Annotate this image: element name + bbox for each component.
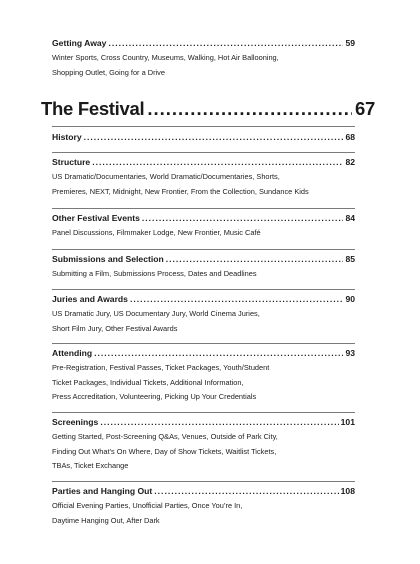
subtopic-line: Official Evening Parties, Unofficial Parties, Once You’re In,: [52, 501, 243, 510]
subtopic-line: Submitting a Film, Submissions Process, Dates and Deadlines: [52, 269, 257, 278]
toc-entry-subtopics: [52, 361, 362, 405]
toc-entry-other-festival-events: [52, 213, 355, 223]
toc-entry-subtopics: [52, 499, 362, 528]
toc-entry-attending: [52, 348, 355, 358]
toc-entry-getting-away: [52, 38, 355, 48]
toc-entry-page: 82: [345, 157, 355, 167]
dot-leader: [166, 254, 344, 264]
divider: [52, 289, 355, 290]
toc-entry-structure: [52, 157, 355, 167]
toc-entry-page: 90: [345, 294, 355, 304]
dot-leader: [154, 486, 338, 496]
subtopic-line: TBAs, Ticket Exchange: [52, 461, 129, 471]
toc-entry-page: 85: [345, 254, 355, 264]
toc-entry-subtopics: [52, 430, 362, 474]
dot-leader: [108, 38, 343, 48]
toc-entry-juries-and-awards: [52, 294, 355, 304]
dot-leader: [84, 132, 344, 142]
toc-entry-title: Structure: [52, 157, 91, 167]
toc-entry-subtopics: [52, 170, 362, 199]
toc-entry-title: History: [52, 132, 82, 142]
toc-entry-title: Screenings: [52, 417, 99, 427]
divider: [52, 249, 355, 250]
toc-entry-page: 101: [340, 417, 355, 427]
toc-entry-page: 84: [345, 213, 355, 223]
toc-entry-submissions-and-selection: [52, 254, 355, 264]
toc-entry-subtopics: [52, 226, 362, 241]
toc-entry-page: 93: [345, 348, 355, 358]
subtopic-line: Short Film Jury, Other Festival Awards: [52, 323, 178, 333]
toc-entry-title: Other Festival Events: [52, 213, 140, 223]
dot-leader: [100, 417, 338, 427]
toc-entry-page: 108: [340, 486, 355, 496]
dot-leader: [130, 294, 343, 304]
toc-entry-parties-and-hanging-out: [52, 486, 355, 496]
toc-entry-screenings: [52, 417, 355, 427]
toc-entry-title: Getting Away: [52, 38, 107, 48]
subtopic-line: Finding Out What’s On Where, Day of Show Tickets, Waitlist Tickets,: [52, 446, 277, 456]
dot-leader: [142, 213, 344, 223]
subtopic-line: US Dramatic/Documentaries, World Dramatic/Documentaries, Shorts,: [52, 172, 280, 181]
chapter-title: The Festival: [41, 98, 145, 119]
toc-entry-history: [52, 132, 355, 142]
divider: [52, 208, 355, 209]
subtopic-line: Shopping Outlet, Going for a Drive: [52, 67, 165, 77]
subtopic-line: Press Accreditation, Volunteering, Picking Up Your Credentials: [52, 392, 257, 402]
chapter-heading: [41, 98, 375, 120]
divider: [52, 343, 355, 344]
subtopic-line: Premieres, NEXT, Midnight, New Frontier, From the Collection, Sundance Kids: [52, 186, 309, 196]
chapter-page: 67: [355, 98, 375, 119]
dot-leader: [92, 157, 343, 167]
divider: [52, 481, 355, 482]
subtopic-line: Winter Sports, Cross Country, Museums, Walking, Hot Air Ballooning,: [52, 53, 279, 62]
toc-entry-subtopics: [52, 307, 362, 336]
toc-entry-title: Parties and Hanging Out: [52, 486, 153, 496]
toc-entry-page: 68: [345, 132, 355, 142]
dot-leader: [94, 348, 343, 358]
divider: [52, 126, 355, 127]
toc-entry-title: Attending: [52, 348, 93, 358]
subtopic-line: US Dramatic Jury, US Documentary Jury, World Cinema Juries,: [52, 309, 260, 318]
toc-entry-title: Juries and Awards: [52, 294, 128, 304]
dot-leader: [147, 98, 352, 120]
subtopic-line: Pre-Registration, Festival Passes, Ticket Packages, Youth/Student: [52, 363, 270, 372]
toc-entry-page: 59: [345, 38, 355, 48]
divider: [52, 152, 355, 153]
toc-entry-subtopics: [52, 267, 362, 282]
subtopic-line: Ticket Packages, Individual Tickets, Additional Information,: [52, 377, 244, 387]
divider: [52, 412, 355, 413]
toc-entry-title: Submissions and Selection: [52, 254, 164, 264]
subtopic-line: Panel Discussions, Filmmaker Lodge, New Frontier, Music Café: [52, 228, 261, 237]
toc-entry-subtopics: [52, 51, 362, 80]
subtopic-line: Daytime Hanging Out, After Dark: [52, 515, 160, 525]
subtopic-line: Getting Started, Post-Screening Q&As, Venues, Outside of Park City,: [52, 432, 278, 441]
